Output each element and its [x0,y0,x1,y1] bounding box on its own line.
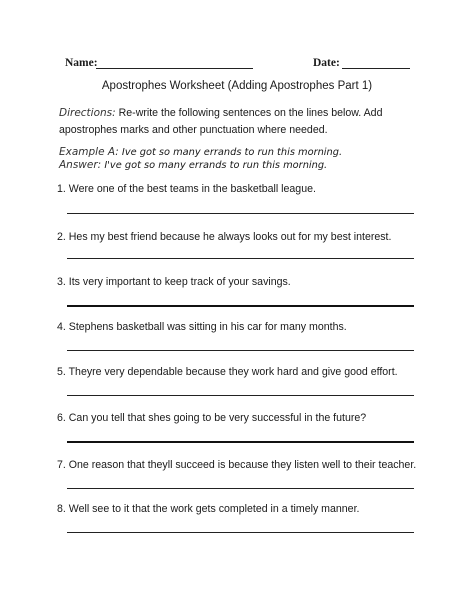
worksheet-title: Apostrophes Worksheet (Adding Apostrophes Part 1) [101,80,373,92]
question-5: 5. Theyre very dependable because they work hard and give good effort. [57,366,398,378]
example-row [59,146,424,159]
date-label: Date: [313,57,340,69]
worksheet-header [0,57,474,73]
example-block [59,146,424,172]
answer-label: Answer: [59,159,102,171]
answer-line-3[interactable] [67,305,414,307]
question-7: 7. One reason that theyll succeed is because they listen well to their teacher. [57,459,417,471]
directions-label: Directions: [59,107,116,119]
example-sentence: Ive got so many errands to run this morning. [118,147,343,158]
answer-line-8[interactable] [67,532,414,533]
question-8: 8. Well see to it that the work gets completed in a timely manner. [57,503,360,515]
answer-line-5[interactable] [67,395,414,396]
answer-line-2[interactable] [67,258,414,259]
directions [59,105,424,139]
question-4: 4. Stephens basketball was sitting in his car for many months. [57,321,347,333]
answer-row [59,159,424,172]
answer-sentence: I've got so many errands to run this morning. [101,160,328,171]
answer-line-6[interactable] [67,441,414,443]
answer-line-4[interactable] [67,350,414,351]
question-2: 2. Hes my best friend because he always looks out for my best interest. [57,231,392,243]
question-6: 6. Can you tell that shes going to be very successful in the future? [57,412,367,424]
date-field-line[interactable] [342,68,410,69]
question-1: 1. Were one of the best teams in the basketball league. [57,183,316,195]
question-3: 3. Its very important to keep track of your savings. [57,276,291,288]
example-label: Example A: [59,146,119,158]
name-field-line[interactable] [96,68,253,69]
name-label: Name: [65,57,98,69]
answer-line-1[interactable] [67,213,414,214]
answer-line-7[interactable] [67,488,414,489]
directions-text: Re-write the following sentences on the lines below. Add apostrophes marks and other punctuation where needed. [59,107,383,136]
